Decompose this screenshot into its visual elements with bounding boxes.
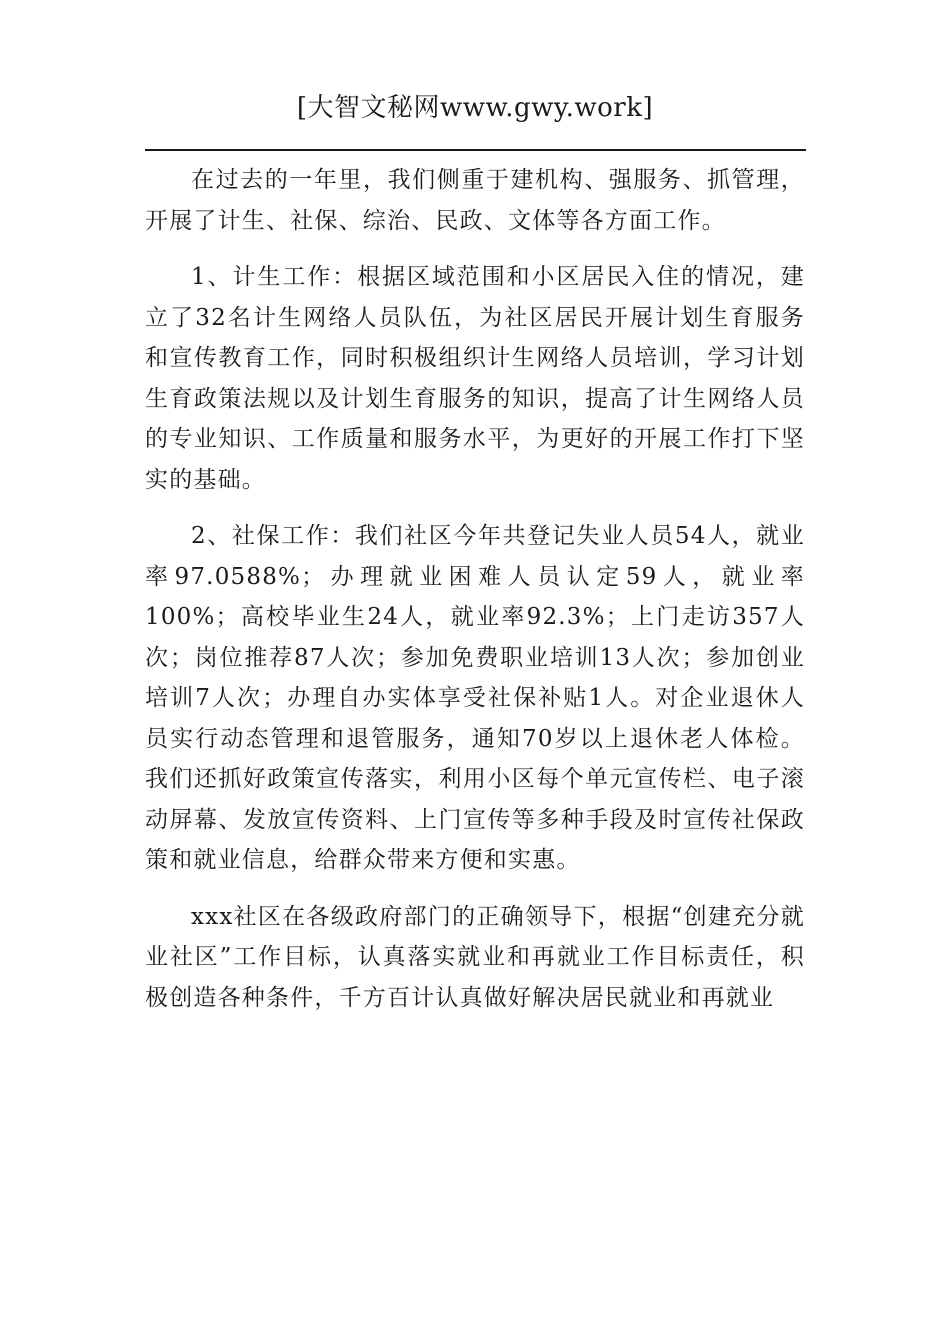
paragraph-intro: 在过去的一年里，我们侧重于建机构、强服务、抓管理，开展了计生、社保、综治、民政、文体等各方面工作。 xyxy=(145,167,805,234)
header-divider xyxy=(145,149,806,151)
paragraph-social-security: 2、社保工作：我们社区今年共登记失业人员54人，就业率97.0588%；办理就业困难人员认定59人，就业率100%；高校毕业生24人，就业率92.3%；上门走访357人次；岗位推荐87人次；参加免费职业培训13人次；参加创业培训7人次；办理自办实体享受社保补贴1人。对企业退休人员实行动态管理和退管服务，通知70岁以上退休老人体检。我们还抓好政策宣传落实，利用小区每个单元宣传栏、电子滚动屏幕、发放宣传资料、上门宣传等多种手段及时宣传社保政策和就业信息，给群众带来方便和实惠。 xyxy=(145,523,805,873)
paragraph-family-planning: 1、计生工作：根据区域范围和小区居民入住的情况，建立了32名计生网络人员队伍，为社区居民开展计划生育服务和宣传教育工作，同时积极组织计生网络人员培训，学习计划生育政策法规以及计划生育服务的知识，提高了计生网络人员的专业知识、工作质量和服务水平，为更好的开展工作打下坚实的基础。 xyxy=(145,264,805,493)
paragraph-employment: xxx社区在各级政府部门的正确领导下，根据“创建充分就业社区”工作目标，认真落实就业和再就业工作目标责任，积极创造各种条件，千方百计认真做好解决居民就业和再就业 xyxy=(145,903,805,1011)
document-header: [大智文秘网www.gwy.work] xyxy=(296,93,654,123)
document-body xyxy=(145,160,805,1034)
